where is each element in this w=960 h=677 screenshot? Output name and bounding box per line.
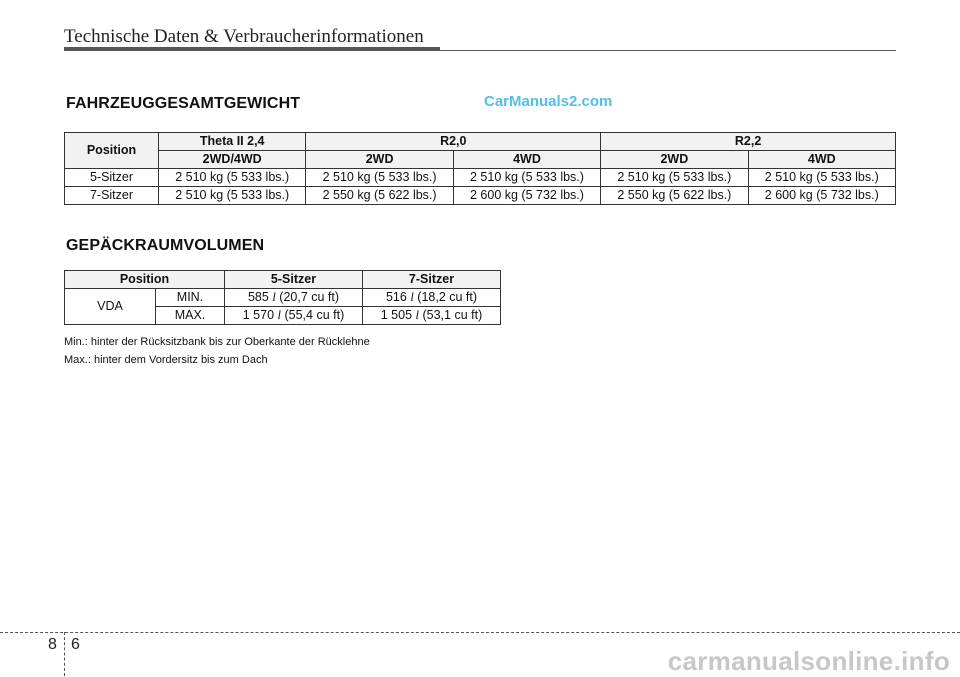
row-group-label: VDA (65, 289, 156, 325)
footer-divider (64, 632, 65, 676)
table-cell (225, 289, 363, 307)
value-conversion: (55,4 cu ft) (284, 308, 345, 322)
volume-position-header: Position (65, 271, 225, 289)
table-cell: 2 510 kg (5 533 lbs.) (453, 169, 600, 187)
chapter-number: 8 (48, 636, 57, 653)
volume-header-5-sitzer: 5-Sitzer (225, 271, 363, 289)
weight-header-row-drives (65, 151, 896, 169)
volume-note-min: Min.: hinter der Rücksitzbank bis zur Oberkante der Rücklehne (64, 336, 370, 348)
table-row (65, 169, 896, 187)
table-cell: 2 550 kg (5 622 lbs.) (601, 187, 748, 205)
liter-unit: l (272, 290, 276, 304)
table-cell: 2 510 kg (5 533 lbs.) (306, 169, 453, 187)
row-label: 7-Sitzer (65, 187, 159, 205)
liter-unit: l (415, 308, 419, 322)
value-number: 516 (385, 290, 407, 304)
value-number: 585 (247, 290, 269, 304)
table-cell (363, 307, 501, 325)
header-rule-thin (440, 50, 896, 51)
header-rule-thick (64, 47, 440, 51)
value-conversion: (18,2 cu ft) (417, 290, 478, 304)
chapter-title: Technische Daten & Verbraucherinformationen (64, 26, 424, 47)
volume-header-row (65, 271, 501, 289)
weight-header-row-engines (65, 133, 896, 151)
table-cell (225, 307, 363, 325)
table-row (65, 187, 896, 205)
row-label: MAX. (156, 307, 225, 325)
watermark-top: CarManuals2.com (484, 93, 613, 110)
weight-section-heading: FAHRZEUGGESAMTGEWICHT (66, 95, 301, 112)
table-row (65, 289, 501, 307)
row-label: 5-Sitzer (65, 169, 159, 187)
table-cell: 2 510 kg (5 533 lbs.) (159, 169, 306, 187)
value-conversion: (53,1 cu ft) (422, 308, 483, 322)
footer-rule (0, 632, 960, 633)
table-cell: 2 550 kg (5 622 lbs.) (306, 187, 453, 205)
page-number: 6 (71, 636, 80, 653)
table-cell: 2 510 kg (5 533 lbs.) (601, 169, 748, 187)
drive-header: 2WD/4WD (159, 151, 306, 169)
engine-header: Theta II 2,4 (159, 133, 306, 151)
engine-header: R2,0 (306, 133, 601, 151)
drive-header: 2WD (601, 151, 748, 169)
drive-header: 4WD (453, 151, 600, 169)
volume-header-7-sitzer: 7-Sitzer (363, 271, 501, 289)
table-cell: 2 600 kg (5 732 lbs.) (748, 187, 895, 205)
engine-header: R2,2 (601, 133, 896, 151)
watermark-bottom: carmanualsonline.info (667, 646, 950, 676)
volume-section-heading: GEPÄCKRAUMVOLUMEN (66, 237, 265, 254)
table-cell (363, 289, 501, 307)
table-cell: 2 510 kg (5 533 lbs.) (748, 169, 895, 187)
weight-table (64, 132, 896, 205)
liter-unit: l (410, 290, 414, 304)
value-conversion: (20,7 cu ft) (279, 290, 340, 304)
weight-position-header: Position (65, 133, 159, 169)
volume-table (64, 270, 501, 325)
row-label: MIN. (156, 289, 225, 307)
table-cell: 2 510 kg (5 533 lbs.) (159, 187, 306, 205)
drive-header: 2WD (306, 151, 453, 169)
liter-unit: l (277, 308, 281, 322)
volume-note-max: Max.: hinter dem Vordersitz bis zum Dach (64, 354, 268, 366)
table-cell: 2 600 kg (5 732 lbs.) (453, 187, 600, 205)
value-number: 1 570 (242, 308, 275, 322)
value-number: 1 505 (380, 308, 413, 322)
drive-header: 4WD (748, 151, 895, 169)
